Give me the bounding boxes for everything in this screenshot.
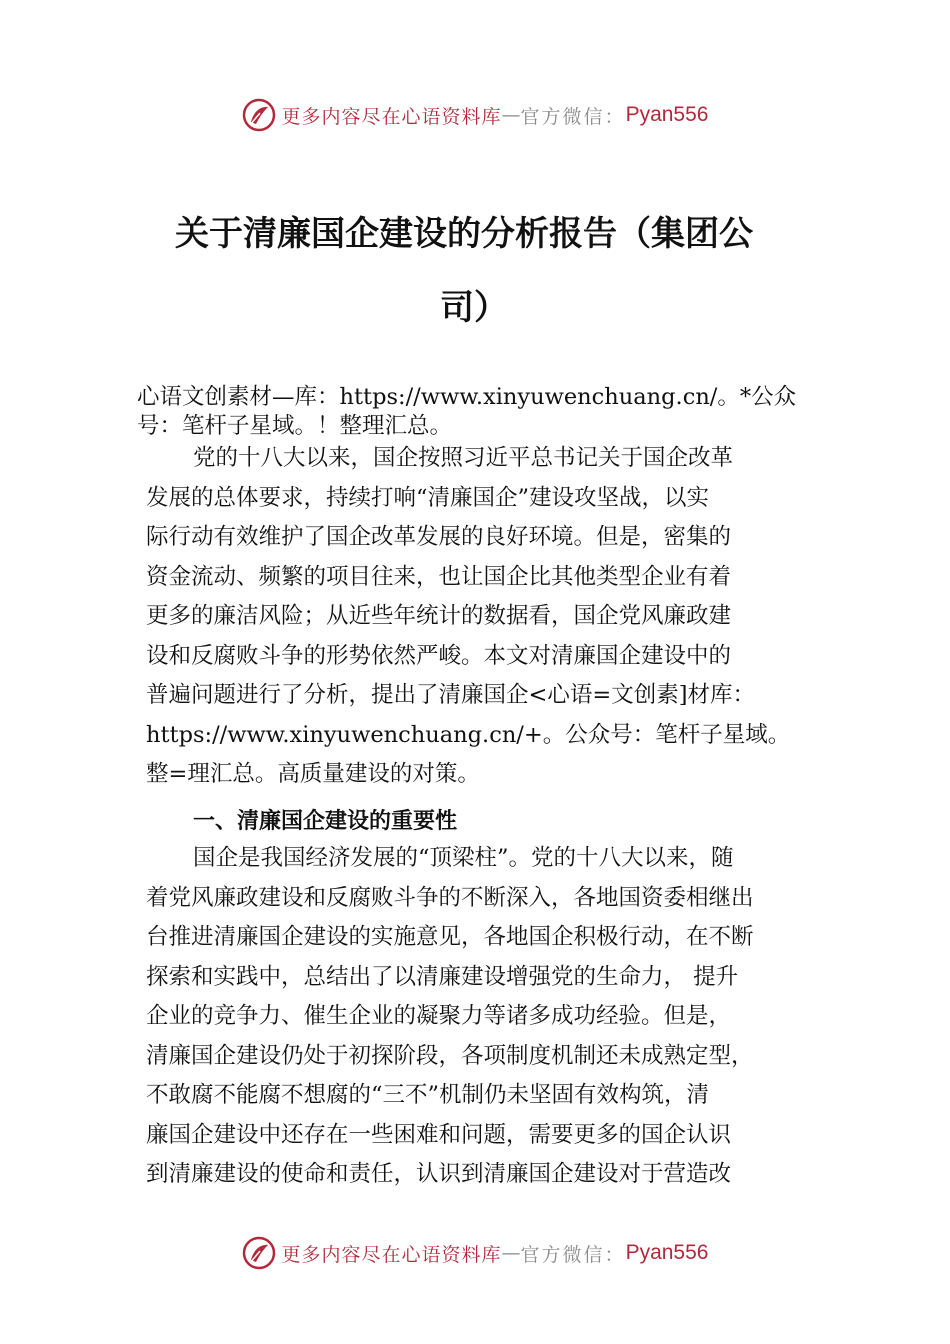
document-title-line-1: 关于清廉国企建设的分析报告（集团公 (175, 214, 753, 254)
paragraph1-line: 整=理汇总。高质量建设的对策。 (146, 761, 480, 787)
footer-banner (0, 1233, 950, 1273)
paragraph1-line: https://www.xinyuwenchuang.cn/+。公众号：笔杆子星域。 (146, 722, 791, 748)
banner-wechat-label: 官方微信： (520, 1243, 626, 1266)
document-title-line-2: 司） (440, 288, 508, 328)
banner-wechat-id: Pyan556 (625, 1241, 709, 1264)
paragraph1-line: 更多的廉洁风险；从近些年统计的数据看，国企党风廉政建 (146, 603, 732, 629)
source-line-1: 心语文创素材—库：https://www.xinyuwenchuang.cn/。*公众 (137, 384, 797, 410)
section1-line: 着党风廉政建设和反腐败斗争的不断深入，各地国资委相继出 (146, 885, 754, 911)
brand-logo-icon (242, 98, 276, 132)
paragraph1-line: 普遍问题进行了分析，提出了清廉国企<心语=文创素]材库： (146, 682, 755, 708)
paragraph1-line: 际行动有效维护了国企改革发展的良好环境。但是，密集的 (146, 524, 732, 550)
section1-line: 廉国企建设中还存在一些困难和问题，需要更多的国企认识 (146, 1122, 732, 1148)
section1-line: 探索和实践中，总结出了以清廉建设增强党的生命力， 提升 (146, 964, 739, 990)
brand-logo-icon (242, 1236, 276, 1270)
banner-text: 更多内容尽在心语资料库 (281, 105, 502, 128)
banner-separator: — (501, 1242, 521, 1264)
section1-line: 到清廉建设的使命和责任，认识到清廉国企建设对于营造改 (146, 1161, 732, 1187)
paragraph1-line: 设和反腐败斗争的形势依然严峻。本文对清廉国企建设中的 (146, 643, 732, 669)
banner-text: 更多内容尽在心语资料库 (281, 1243, 502, 1266)
paragraph1-line: 资金流动、频繁的项目往来，也让国企比其他类型企业有着 (146, 564, 732, 590)
source-line-2: 号：笔杆子星域。！整理汇总。 (137, 413, 453, 439)
paragraph1-line: 党的十八大以来，国企按照习近平总书记关于国企改革 (193, 445, 734, 471)
banner-wechat-id: Pyan556 (625, 103, 709, 126)
section1-line: 台推进清廉国企建设的实施意见，各地国企积极行动，在不断 (146, 924, 754, 950)
paragraph1-line: 发展的总体要求，持续打响“清廉国企”建设攻坚战，以实 (146, 485, 710, 511)
section1-line: 企业的竞争力、催生企业的凝聚力等诸多成功经验。但是， (146, 1003, 732, 1029)
banner-separator: — (501, 104, 521, 126)
section1-line: 不敢腐不能腐不想腐的“三不”机制仍未坚固有效构筑，清 (146, 1082, 710, 1108)
section1-line: 清廉国企建设仍处于初探阶段，各项制度机制还未成熟定型， (146, 1043, 754, 1069)
header-banner (0, 95, 950, 135)
banner-wechat-label: 官方微信： (520, 105, 626, 128)
section1-line: 国企是我国经济发展的“顶梁柱”。党的十八大以来，随 (193, 845, 734, 871)
section1-heading: 一、清廉国企建设的重要性 (193, 809, 458, 834)
